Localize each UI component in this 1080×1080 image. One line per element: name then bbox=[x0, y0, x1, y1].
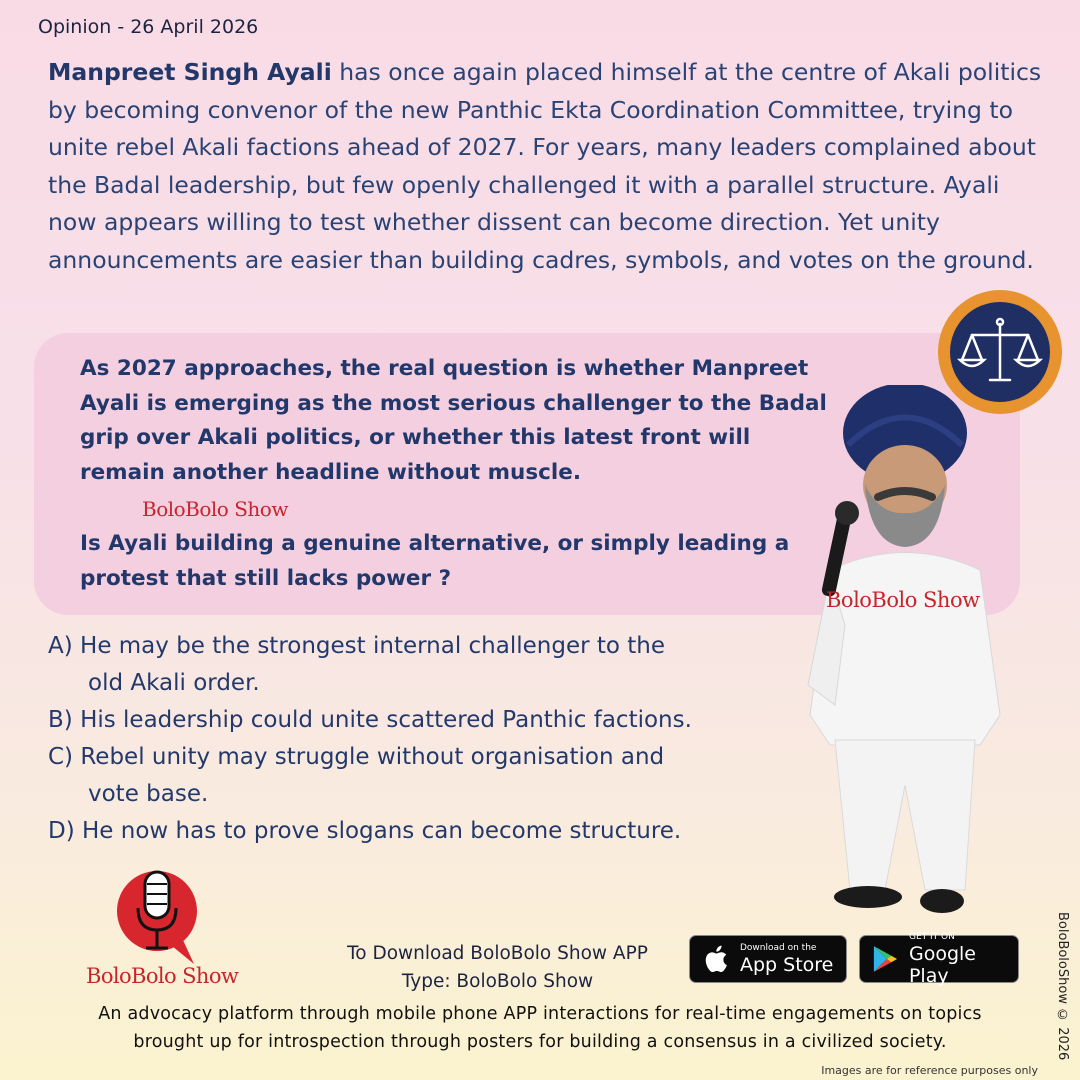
play-icon bbox=[870, 943, 901, 975]
quote-question: As 2027 approaches, the real question is whether Manpreet Ayali is emerging as the most serious challenger to the Badal grip over Akali politics, or whether this latest front will remain another headline without muscle. bbox=[80, 356, 827, 485]
google-play-button[interactable]: GET IT ON Google Play bbox=[859, 935, 1019, 983]
footer-tagline: An advocacy platform through mobile phone APP interactions for real-time engagements on topics brought up for introspection through posters for building a consensus in a civilized society. bbox=[98, 1004, 982, 1052]
apple-icon bbox=[700, 942, 734, 976]
poll-option-a[interactable]: A) He may be the strongest internal challenger to the old Akali order. bbox=[48, 633, 666, 696]
poll-option-b[interactable]: B) His leadership could unite scattered Panthic factions. bbox=[48, 707, 692, 733]
speaker-figure-illustration bbox=[790, 385, 1020, 925]
poll-options bbox=[48, 628, 808, 850]
poll-option-c[interactable]: C) Rebel unity may struggle without organisation and vote base. bbox=[48, 744, 665, 807]
poll-option-d[interactable]: D) He now has to prove slogans can become structure. bbox=[48, 818, 682, 844]
logo-text: BoloBolo Show bbox=[86, 964, 239, 988]
copyright-vertical: BoloBoloShow © 2026 bbox=[1055, 912, 1070, 1061]
microphone-icon bbox=[112, 866, 202, 966]
disclaimer: Images are for reference purposes only bbox=[821, 1064, 1038, 1077]
intro-name: Manpreet Singh Ayali bbox=[48, 58, 332, 86]
intro-paragraph bbox=[48, 54, 1053, 279]
quote-brand-watermark: BoloBolo Show bbox=[142, 497, 288, 521]
intro-text: has once again placed himself at the centre of Akali politics by becoming convenor of the new Panthic Ekta Coordination Committee, trying to unite rebel Akali factions ahead of 2027. For years, many leaders complained about the Badal leadership, but few openly challenged it with a parallel structure. Ayali now appears willing to test whether dissent can become direction. Yet unity announcements are easier than building cadres, symbols, and votes on the ground. bbox=[48, 58, 1042, 274]
dateline: Opinion - 26 April 2026 bbox=[38, 16, 259, 38]
app-store-button[interactable]: Download on the App Store bbox=[689, 935, 847, 983]
quote-poll-question: Is Ayali building a genuine alternative, or simply leading a protest that still lacks power ? bbox=[80, 531, 790, 591]
download-instructions: To Download BoloBolo Show APP Type: BoloBolo Show bbox=[347, 943, 648, 992]
figure-brand-watermark: BoloBolo Show bbox=[826, 588, 980, 612]
